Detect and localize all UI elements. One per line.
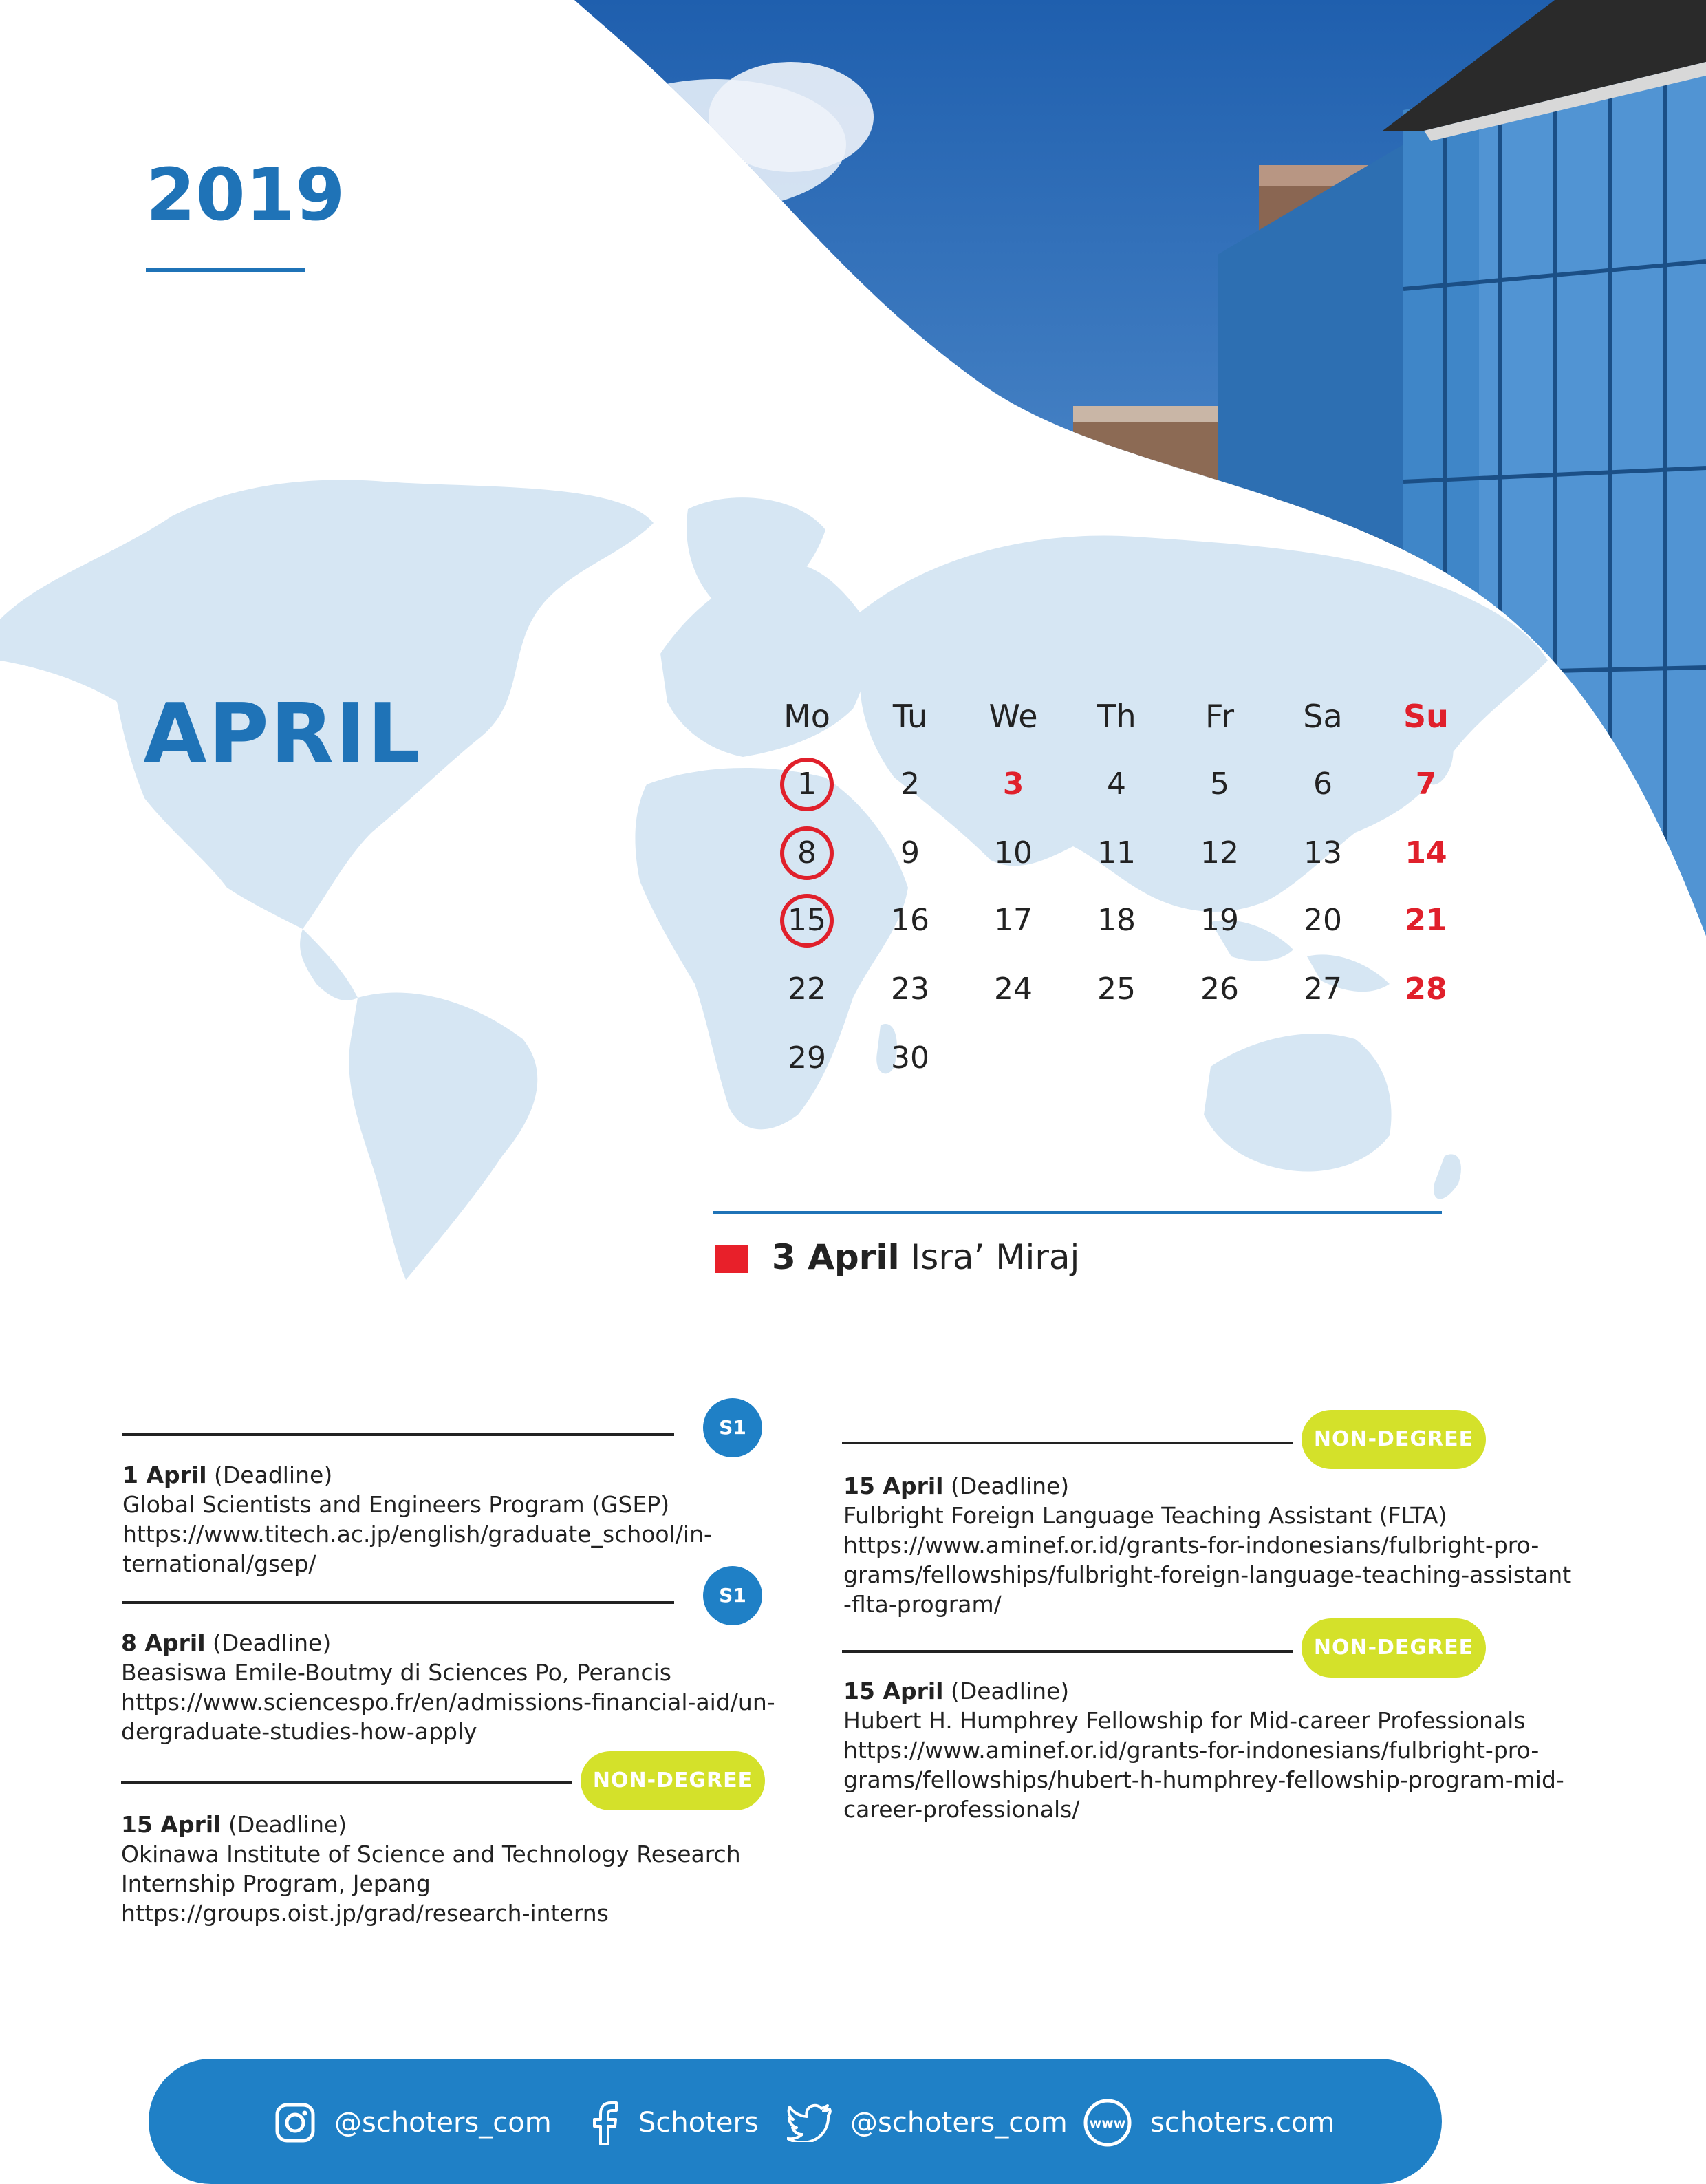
weekday-header: Mo [784, 698, 830, 735]
deadline-date: 8 April [121, 1629, 206, 1656]
deadline-date: 15 April [121, 1811, 222, 1838]
program-name: Okinawa Institute of Science and Technology Research [121, 1841, 741, 1867]
year-heading: 2019 [146, 153, 345, 237]
facebook-label: Schoters [638, 2107, 759, 2139]
calendar-day: 26 [1200, 972, 1239, 1007]
program-link-cont: grams/fellowships/hubert-h-humphrey-fellowship-program-mid- [843, 1766, 1564, 1793]
calendar-day: 28 [1405, 972, 1447, 1007]
deadline-date: 15 April [843, 1473, 944, 1499]
calendar-day: 14 [1405, 835, 1447, 870]
month-heading: APRIL [143, 687, 422, 782]
degree-badge: S1 [703, 1398, 762, 1457]
instagram-icon [274, 2101, 316, 2144]
calendar-day: 7 [1415, 767, 1437, 802]
building-photo [0, 0, 1706, 977]
website-label: schoters.com [1150, 2107, 1335, 2139]
entry-divider [842, 1650, 1293, 1653]
year-underline [146, 268, 305, 272]
weekday-header: Su [1403, 698, 1449, 735]
holiday-date: 3 April [772, 1237, 900, 1277]
weekday-header: Tu [892, 698, 928, 735]
calendar-day: 21 [1405, 903, 1447, 938]
website-link[interactable] [1083, 2099, 1335, 2147]
calendar-day: 12 [1200, 835, 1239, 870]
deadline-note: (Deadline) [206, 1462, 333, 1488]
twitter-icon [787, 2103, 832, 2142]
twitter-label: @schoters_com [850, 2107, 1068, 2139]
program-link: https://www.titech.ac.jp/english/graduate_school/in- [122, 1521, 712, 1548]
calendar-day: 2 [900, 767, 920, 802]
calendar-day: 15 [788, 903, 826, 938]
degree-badge: NON-DEGREE [581, 1751, 765, 1810]
program-link: https://www.aminef.or.id/grants-for-indonesians/fulbright-pro- [843, 1737, 1540, 1764]
calendar-day: 1 [797, 767, 817, 802]
calendar-day: 3 [1002, 767, 1024, 802]
weekday-header: Fr [1205, 698, 1235, 735]
calendar-day: 13 [1304, 835, 1342, 870]
weekday-header: Th [1097, 698, 1136, 735]
scholarship-entry [843, 1471, 1614, 1619]
calendar-day: 11 [1097, 835, 1136, 870]
deadline-date: 15 April [843, 1678, 944, 1704]
calendar-day: 23 [891, 972, 929, 1007]
program-link: https://www.aminef.or.id/grants-for-indonesians/fulbright-pro- [843, 1532, 1540, 1559]
program-link: https://groups.oist.jp/grad/research-interns [121, 1900, 609, 1927]
program-name: Hubert H. Humphrey Fellowship for Mid-career Professionals [843, 1707, 1526, 1734]
facebook-icon [590, 2099, 620, 2147]
calendar-day: 27 [1304, 972, 1342, 1007]
calendar-day: 25 [1097, 972, 1136, 1007]
program-link-cont: dergraduate-studies-how-apply [121, 1718, 477, 1745]
program-name: Beasiswa Emile-Boutmy di Sciences Po, Perancis [121, 1659, 671, 1686]
instagram-handle[interactable] [274, 2099, 552, 2147]
calendar-day: 4 [1107, 767, 1126, 802]
weekday-header: We [989, 698, 1038, 735]
deadline-note: (Deadline) [943, 1473, 1070, 1499]
entry-divider [842, 1442, 1293, 1444]
calendar-day: 6 [1313, 767, 1332, 802]
calendar-day: 30 [891, 1040, 929, 1075]
calendar-day: 10 [994, 835, 1033, 870]
holiday-name: Isra’ Miraj [910, 1237, 1080, 1277]
entry-divider [121, 1781, 572, 1784]
deadline-note: (Deadline) [205, 1629, 332, 1656]
program-name: Global Scientists and Engineers Program (GSEP) [122, 1491, 670, 1518]
program-name: Fulbright Foreign Language Teaching Assistant (FLTA) [843, 1502, 1447, 1529]
degree-badge: NON-DEGREE [1302, 1618, 1486, 1678]
program-link-cont: ternational/gsep/ [122, 1550, 316, 1577]
deadline-date: 1 April [122, 1462, 207, 1488]
website-icon-label: www [1089, 2116, 1126, 2131]
calendar-day: 9 [900, 835, 920, 870]
scholarship-entry [121, 1810, 781, 1928]
entry-divider [122, 1601, 674, 1604]
calendar-day: 5 [1210, 767, 1229, 802]
program-name-cont: Internship Program, Jepang [121, 1870, 431, 1897]
calendar-day: 19 [1200, 903, 1239, 938]
program-link: https://www.sciencespo.fr/en/admissions-financial-aid/un- [121, 1689, 775, 1715]
scholarship-entry [122, 1460, 783, 1578]
deadline-note: (Deadline) [221, 1811, 347, 1838]
facebook-page[interactable] [590, 2099, 759, 2147]
degree-badge: NON-DEGREE [1302, 1410, 1486, 1469]
instagram-label: @schoters_com [334, 2107, 552, 2139]
calendar-day: 29 [788, 1040, 826, 1075]
holiday-legend [772, 1237, 1079, 1277]
calendar-day: 17 [994, 903, 1033, 938]
degree-badge: S1 [703, 1566, 762, 1625]
entry-divider [122, 1433, 674, 1436]
scholarship-entry [121, 1628, 781, 1746]
calendar-day: 8 [797, 835, 817, 870]
program-link-cont: career-professionals/ [843, 1796, 1080, 1823]
globe-icon [1083, 2098, 1132, 2148]
holiday-marker [715, 1245, 748, 1273]
calendar-day: 18 [1097, 903, 1136, 938]
scholarship-entry [843, 1676, 1614, 1824]
calendar-day: 22 [788, 972, 826, 1007]
program-link-cont: grams/fellowships/fulbright-foreign-language-teaching-assistant [843, 1561, 1572, 1588]
deadline-note: (Deadline) [943, 1678, 1070, 1704]
twitter-handle[interactable] [787, 2099, 1068, 2147]
calendar-day: 20 [1304, 903, 1342, 938]
calendar-day: 16 [891, 903, 929, 938]
program-link-cont: -flta-program/ [843, 1591, 1002, 1618]
weekday-header: Sa [1303, 698, 1343, 735]
calendar-divider [713, 1211, 1442, 1214]
calendar-day: 24 [994, 972, 1033, 1007]
